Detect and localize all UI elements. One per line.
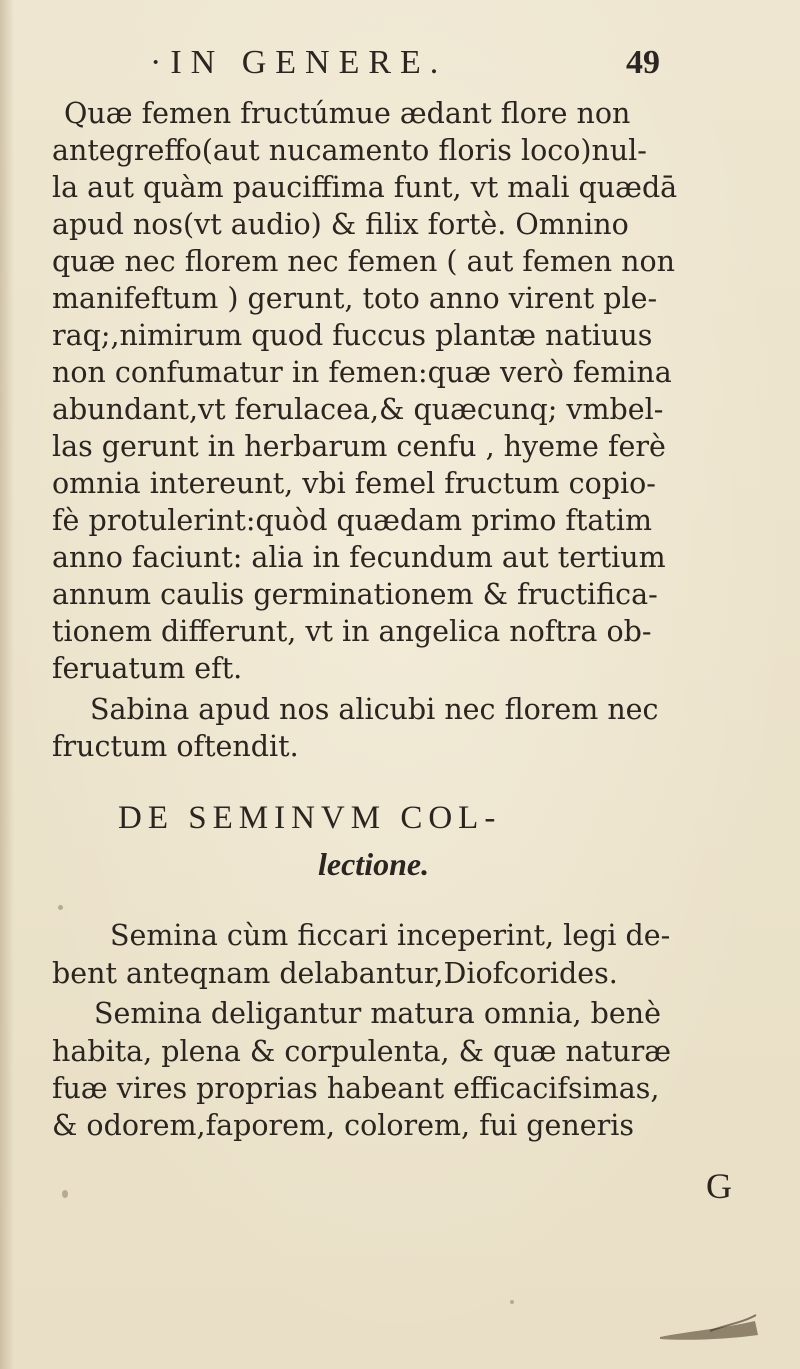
text-line: abundant,vt ferulacea,& quæcunq; vmbel- [52,393,664,426]
page-number: 49 [626,44,660,81]
text-line: fè protulerint:quòd quædam primo ftatim [52,504,653,537]
page-gutter-shadow [0,0,14,1369]
text-line: omnia intereunt, vbi femel fructum copio- [52,467,656,500]
section-heading-continuation: lectione. [318,846,430,882]
text-line: anno faciunt: alia in fecundum aut tertium [52,541,666,574]
text-line: la aut quàm pauciffima funt, vt mali quædā [52,171,678,204]
text-line: manifeftum ) gerunt, toto anno virent ple- [52,282,658,315]
page-corner-smudge [650,1301,760,1341]
text-line: Quæ femen fructúmue ædant flore non [64,97,631,130]
page-header [150,44,660,92]
text-line: non confumatur in femen:quæ verò femina [52,356,672,389]
text-line: raq;,nimirum quod fuccus plantæ natiuus [52,319,653,352]
text-line: quæ nec florem nec femen ( aut femen non [52,245,676,278]
text-line: Semina cùm ficcari inceperint, legi de- [110,919,671,952]
text-line: annum caulis germinationem & fructifica- [52,578,658,611]
text-line: fuæ vires proprias habeant efficacifsimas, [52,1072,660,1105]
text-line: antegreffo(aut nucamento floris loco)nul- [52,134,647,167]
running-title: ·IN GENERE. [150,44,448,81]
section-heading: DE SEMINVM COL- [118,800,502,836]
text-line: & odorem,faporem, colorem, fui generis [52,1109,634,1142]
paper-speck [510,1300,514,1304]
paper-speck [62,1190,68,1198]
text-line: bent anteqnam delabantur,Diofcorides. [52,957,618,990]
signature-mark: G [706,1166,732,1206]
text-line: las gerunt in herbarum cenfu , hyeme ferè [52,430,666,463]
text-line: Sabina apud nos alicubi nec florem nec [90,693,659,726]
text-line: habita, plena & corpulenta, & quæ naturæ [52,1035,672,1068]
text-line: fructum oftendit. [52,730,299,763]
paper-speck [58,905,63,910]
text-line: apud nos(vt audio) & filix fortè. Omnino [52,208,629,241]
text-line: feruatum eft. [52,652,243,685]
text-line: Semina deligantur matura omnia, benè [94,997,661,1030]
text-line: tionem differunt, vt in angelica noftra ob- [52,615,652,648]
